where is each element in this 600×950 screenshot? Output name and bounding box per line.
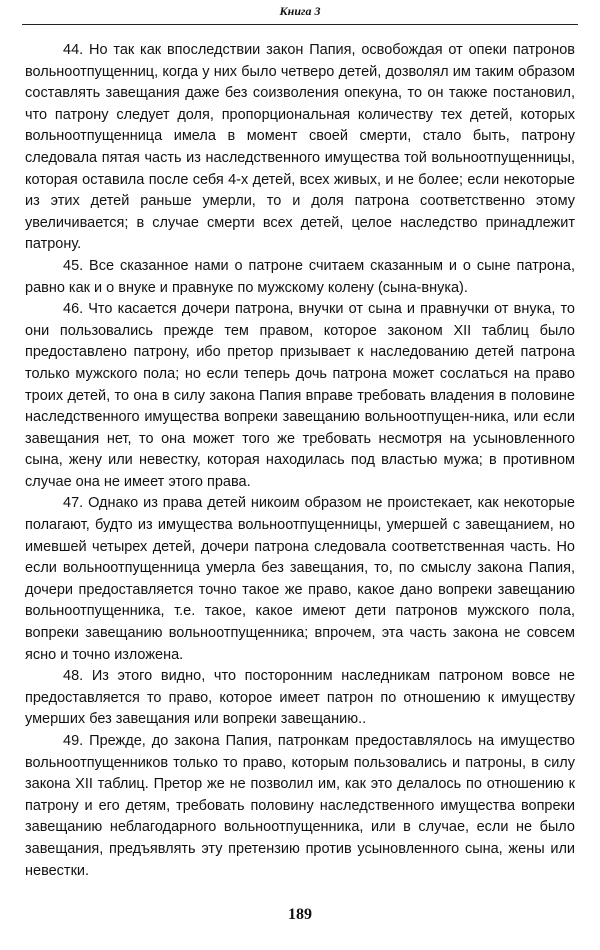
paragraph-49: 49. Прежде, до закона Папия, патронкам предоставлялось на имущество вольноотпущенников только то право, которым пользовались и патроны, в силу закона XII таблиц. Претор же не позволил им, как это делалось по отношению к патрону и его детям, требовать половину наследственного имущества вопреки завещанию неблагодарного вольноотпущенника, или в случае, если не было завещания, предъявлять эту претензию против усыновленного сына, жены или невестки.	[25, 733, 575, 879]
paragraph-47: 47. Однако из права детей никоим образом не проистекает, как некоторые полагают, будто из имущества вольноотпущенницы, умершей с завещанием, но имевшей четырех детей, дочери патрона следовала соответственная часть. Но если вольноотпущенница умерла без завещания, то, по смыслу закона Папия, дочери предоставляется точно такое же право, какое дано вопреки завещанию вольноотпущенника, т.е. такое, какое имеют дети патронов мужского пола, вопреки завещанию вольноотпущенника; впрочем, эта часть закона не совсем ясно и точно изложена.	[25, 495, 575, 663]
paragraph-46: 46. Что касается дочери патрона, внучки от сына и правнучки от внука, то они пользовались прежде тем правом, которое законом XII таблиц было предоставлено патрону, ибо претор призывает к наследованию детей патрона только мужского пола; но если теперь дочь патрона может сослаться на право троих детей, то она в силу закона Папия вправе требовать владения в половине наследственного имущества вопреки завещанию вольноотпущен-ника, или если завещания нет, то она может того же требовать несмотря на усыновленного сына, жену или невестку, которая находилась под властью мужа; в противном случае она не имеет этого права.	[25, 301, 575, 490]
paragraph-45: 45. Все сказанное нами о патроне считаем сказанным и о сыне патрона, равно как и о внуке и правнуке по мужскому колену (сына-внука).	[25, 257, 575, 296]
header-divider	[22, 24, 578, 25]
paragraph-44: 44. Но так как впоследствии закон Папия, освобождая от опеки патронов вольноотпущенниц, когда у них было четверо детей, дозволял им таким образом составлять завещания даже без соизволения опекуна, то он также постановил, что патрону следует доля, пропорциональная количеству тех детей, которых вольноотпущенница имела в момент своей смерти, стало быть, патрону следовала пятая часть из наследственного имущества той вольноотпущенницы, которая оставила после себя 4-х детей, всех живых, и не более; если некоторые из этих детей раньше умерли, то и доля патрона соответственно этому увеличивается; в случае смерти всех детей, целое наследство принадлежит патрону.	[25, 42, 575, 253]
page-text-body	[25, 40, 575, 882]
paragraph-48: 48. Из этого видно, что посторонним наследникам патроном вовсе не предоставляется то право, которое имеет патрон по отношению к имуществу умерших без завещания или вопреки завещанию..	[25, 668, 575, 728]
running-header-title: Книга 3	[279, 4, 321, 18]
page-number: 189	[288, 906, 312, 923]
